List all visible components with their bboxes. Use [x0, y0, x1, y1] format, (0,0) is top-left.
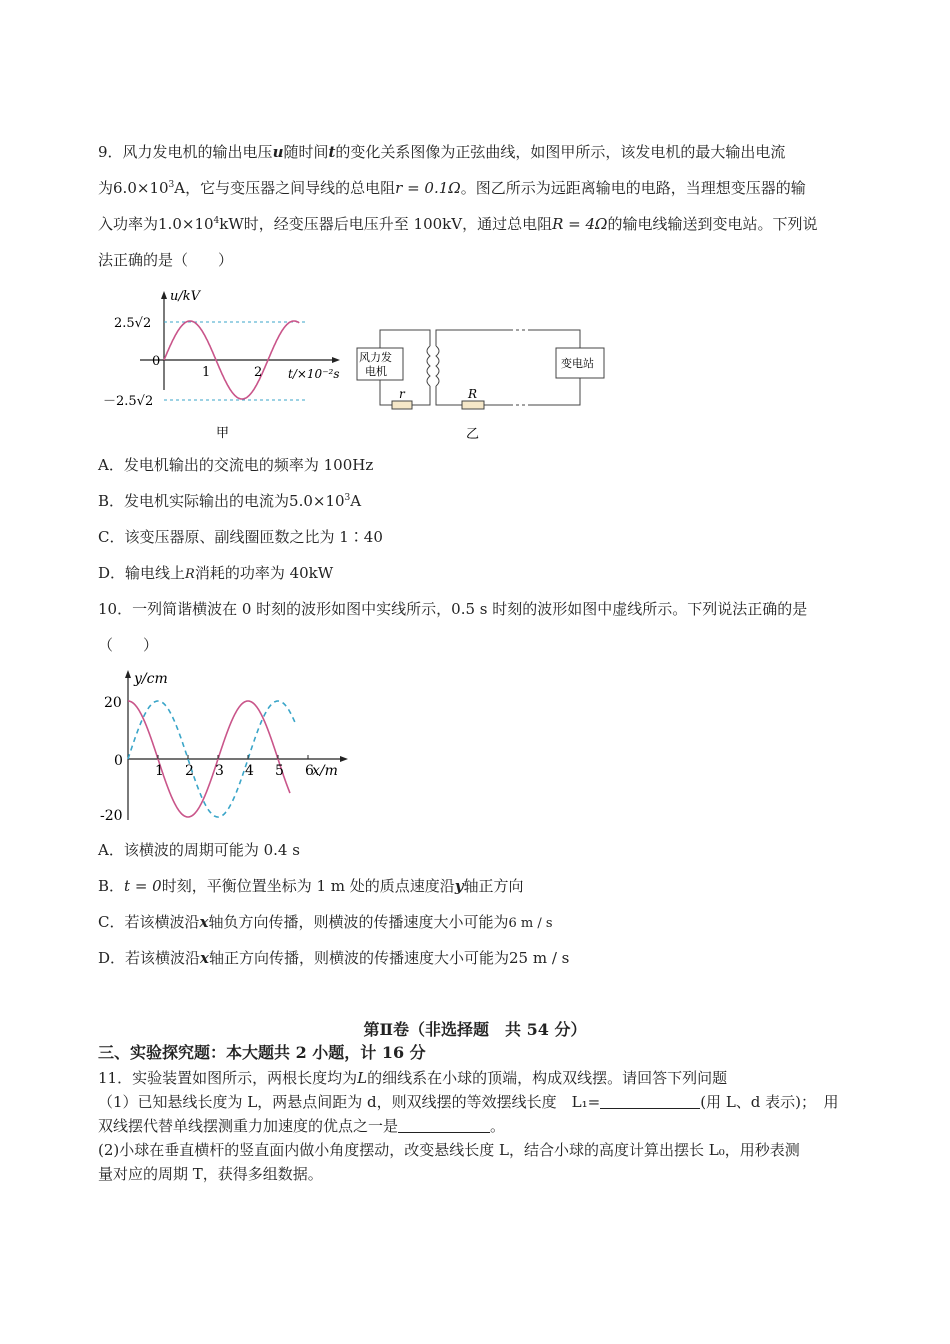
axis-y-label: u/kV: [170, 289, 201, 304]
x-tick-label: 5: [275, 763, 284, 779]
q10-option-b[interactable]: B．t = 0时刻，平衡位置坐标为 1 m 处的质点速度沿y轴正方向: [98, 877, 524, 895]
x-tick-label: 2: [185, 763, 194, 779]
axis-y-label: y/cm: [134, 671, 168, 687]
q10-line-2: （ ）: [98, 636, 159, 654]
caption-jia: 甲: [216, 426, 230, 441]
x-tick-label: 3: [215, 763, 224, 779]
generator-label-1: 风力发: [359, 351, 392, 364]
x-tick-label: 1: [155, 763, 164, 779]
section-heading: 三、实验探究题：本大题共 2 小题，计 16 分: [98, 1043, 426, 1062]
q9-line-1: [98, 142, 785, 162]
q9-line-4: 法正确的是（ ）: [98, 251, 234, 269]
caption-yi: 乙: [466, 427, 480, 442]
q9-text: 随时间: [283, 143, 329, 161]
q9-text: 入功率为: [98, 215, 159, 233]
resistor-r: [392, 401, 412, 409]
x-tick-label: 6: [305, 763, 314, 779]
generator-label-2: 电机: [365, 365, 387, 378]
q10-option-d[interactable]: D．若该横波沿x轴正方向传播，则横波的传播速度大小可能为25 m / s: [98, 949, 570, 967]
part2-title: 第Ⅱ卷（非选择题 共 54 分）: [363, 1020, 587, 1039]
q11-line-1: 11．实验装置如图所示，两根长度均为L的细线系在小球的顶端，构成双线摆。请回答下列问题: [98, 1069, 728, 1087]
answer-blank-1[interactable]: [600, 1094, 700, 1109]
q9-line-3: [98, 214, 818, 234]
tick-neg: －2.5√2: [103, 394, 154, 409]
q11-line-5: 量对应的周期 T，获得多组数据。: [98, 1165, 323, 1183]
q9-option-d[interactable]: D．输电线上R消耗的功率为 40kW: [98, 564, 334, 582]
tick-pos: 2.5√2: [114, 316, 152, 331]
q9-text: 。图乙所示为远距离输电的电路，当理想变压器的输: [460, 179, 806, 197]
q9-option-c[interactable]: C．该变压器原、副线圈匝数之比为 1∶40: [98, 528, 383, 546]
resistance-R: R = 4Ω: [552, 215, 608, 233]
q11-line-3: 双线摆代替单线摆测重力加速度的优点之一是 。: [98, 1117, 506, 1135]
y-pos-label: 20: [104, 695, 122, 711]
q10-line-1: 10．一列简谐横波在 0 时刻的波形如图中实线所示，0.5 s 时刻的波形如图中虚线所示。下列说法正确的是: [98, 600, 808, 618]
tick-2: 2: [254, 365, 263, 380]
y-neg-label: -20: [100, 808, 123, 824]
var-u: u: [272, 143, 284, 161]
axis-x-label: x/m: [312, 763, 338, 779]
x-tick-label: 4: [245, 763, 254, 779]
var-t: t: [328, 143, 336, 161]
origin-label: 0: [152, 354, 161, 369]
q9-line-2: [98, 178, 806, 198]
q9-number: 9．: [98, 143, 123, 161]
resistor-R: [462, 401, 484, 409]
q11-line-4: (2)小球在垂直横杆的竖直面内做小角度摆动，改变悬线长度 L，结合小球的高度计算出摆长 L₀，用秒表测: [98, 1141, 800, 1159]
q11-line-2: （1）已知悬线长度为 L，两悬点间距为 d，则双线摆的等效摆线长度 L₁= (用 L、d 表示)； 用: [98, 1093, 839, 1111]
q10-option-c[interactable]: C．若该横波沿x轴负方向传播，则横波的传播速度大小可能为6 m / s: [98, 913, 553, 931]
figure-yi: [350, 320, 610, 445]
origin-label: 0: [114, 753, 123, 769]
figure-jia: [100, 285, 350, 445]
q9-text: ，它与变压器之间导线的总电阻: [185, 179, 396, 197]
q9-text: 的变化关系图像为正弦曲线，如图甲所示，该发电机的最大输出电流: [335, 143, 786, 161]
max-current: $6.0\times 10^3A$: [113, 179, 186, 197]
R-label: R: [468, 387, 478, 401]
resistance-r: r = 0.1Ω: [395, 179, 461, 197]
answer-blank-2[interactable]: [398, 1118, 490, 1133]
q9-text: 为: [98, 179, 114, 197]
q9-text: 的输电线输送到变电站。下列说: [607, 215, 818, 233]
q9-option-a[interactable]: A．发电机输出的交流电的频率为 100Hz: [98, 456, 374, 474]
substation-label: 变电站: [561, 357, 594, 370]
q9-text: 时，经变压器后电压升至 100kV，通过总电阻: [243, 215, 553, 233]
q10-option-a[interactable]: A．该横波的周期可能为 0.4 s: [98, 841, 300, 859]
q9-option-b[interactable]: B．发电机实际输出的电流为$5.0\times 10^3A$: [98, 492, 362, 510]
r-label: r: [399, 387, 405, 401]
figure-wave: [98, 665, 358, 830]
q9-text: 风力发电机的输出电压: [122, 143, 273, 161]
input-power: $1.0\times 10^4kW$: [158, 215, 244, 233]
axis-x-label: t/×10⁻²s: [288, 367, 340, 381]
tick-1: 1: [202, 365, 211, 380]
